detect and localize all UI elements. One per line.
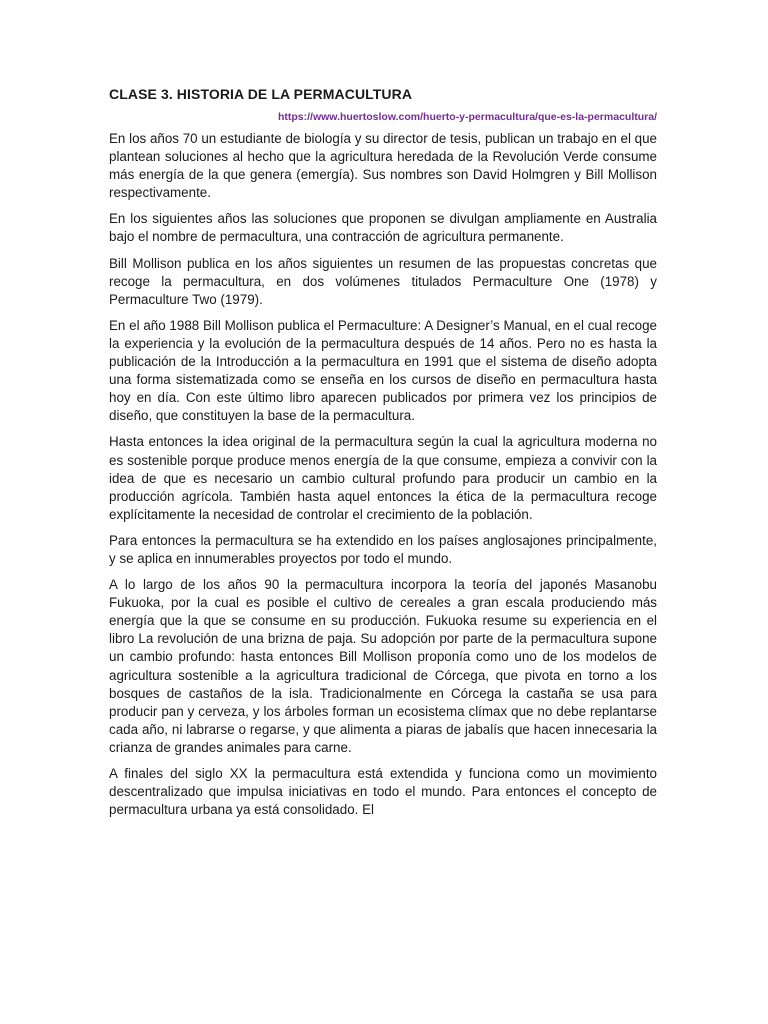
paragraph-7: A lo largo de los años 90 la permacultura incorpora la teoría del japonés Masanobu Fukuoka, por la cual es posible el cultivo de cereales a gran escala produciendo más energía que la que se consume en su producción. Fukuoka resume su experiencia en el libro La revolución de una brizna de paja. Su adopción por parte de la permacultura supone un cambio profundo: hasta entonces Bill Mollison proponía como uno de los modelos de agricultura sostenible a la agricultura tradicional de Córcega, que pivota en torno a los bosques de castaños de la isla. Tradicionalmente en Córcega la castaña se usa para producir pan y cerveza, y los árboles forman un ecosistema clímax que no debe replantarse cada año, ni labrarse o regarse, y que alimenta a piaras de jabalís que hacen innecesaria la crianza de grandes animales para carne. (109, 577, 657, 755)
source-link[interactable]: https://www.huertoslow.com/huerto-y-permacultura/que-es-la-permacultura/ (277, 111, 657, 123)
paragraph-3: Bill Mollison publica en los años siguientes un resumen de las propuestas concretas que recoge la permacultura, en dos volúmenes titulados Permaculture One (1978) y Permaculture Two (1979). (109, 255, 657, 307)
document-body (109, 130, 657, 819)
paragraph-6: Para entonces la permacultura se ha extendido en los países anglosajones principalmente, y se aplica en innumerables proyectos por todo el mundo. (109, 532, 657, 566)
paragraph-2: En los siguientes años las soluciones que proponen se divulgan ampliamente en Australia bajo el nombre de permacultura, una contracción de agricultura permanente. (109, 211, 657, 245)
paragraph-5: Hasta entonces la idea original de la permacultura según la cual la agricultura moderna no es sostenible porque produce menos energía de la que consume, empieza a convivir con la idea de que es necesario un cambio cultural profundo para producir un cambio en la producción agrícola. También hasta aquel entonces la ética de la permacultura recoge explícitamente la necesidad de controlar el crecimiento de la población. (109, 434, 657, 522)
document-page (109, 84, 657, 827)
paragraph-8: A finales del siglo XX la permacultura está extendida y funciona como un movimiento descentralizado que impulsa iniciativas en todo el mundo. Para entonces el concepto de permacultura urbana ya está consolidado. El (109, 766, 657, 818)
paragraph-4: En el año 1988 Bill Mollison publica el Permaculture: A Designer’s Manual, en el cual recoge la experiencia y la evolución de la permacultura después de 14 años. Pero no es hasta la publicación de la Introducción a la permacultura en 1991 que el sistema de diseño adopta una forma sistematizada como se enseña en los cursos de diseño en permacultura hasta hoy en día. Con este último libro aparecen publicados por primera vez los principios de diseño, que constituyen la base de la permacultura. (109, 317, 657, 424)
document-title: CLASE 3. HISTORIA DE LA PERMACULTURA (109, 86, 413, 102)
paragraph-1: En los años 70 un estudiante de biología y su director de tesis, publican un trabajo en el que plantean soluciones al hecho que la agricultura heredada de la Revolución Verde consume más energía de la que genera (emergía). Sus nombres son David Holmgren y Bill Mollison respectivamente. (109, 131, 657, 201)
